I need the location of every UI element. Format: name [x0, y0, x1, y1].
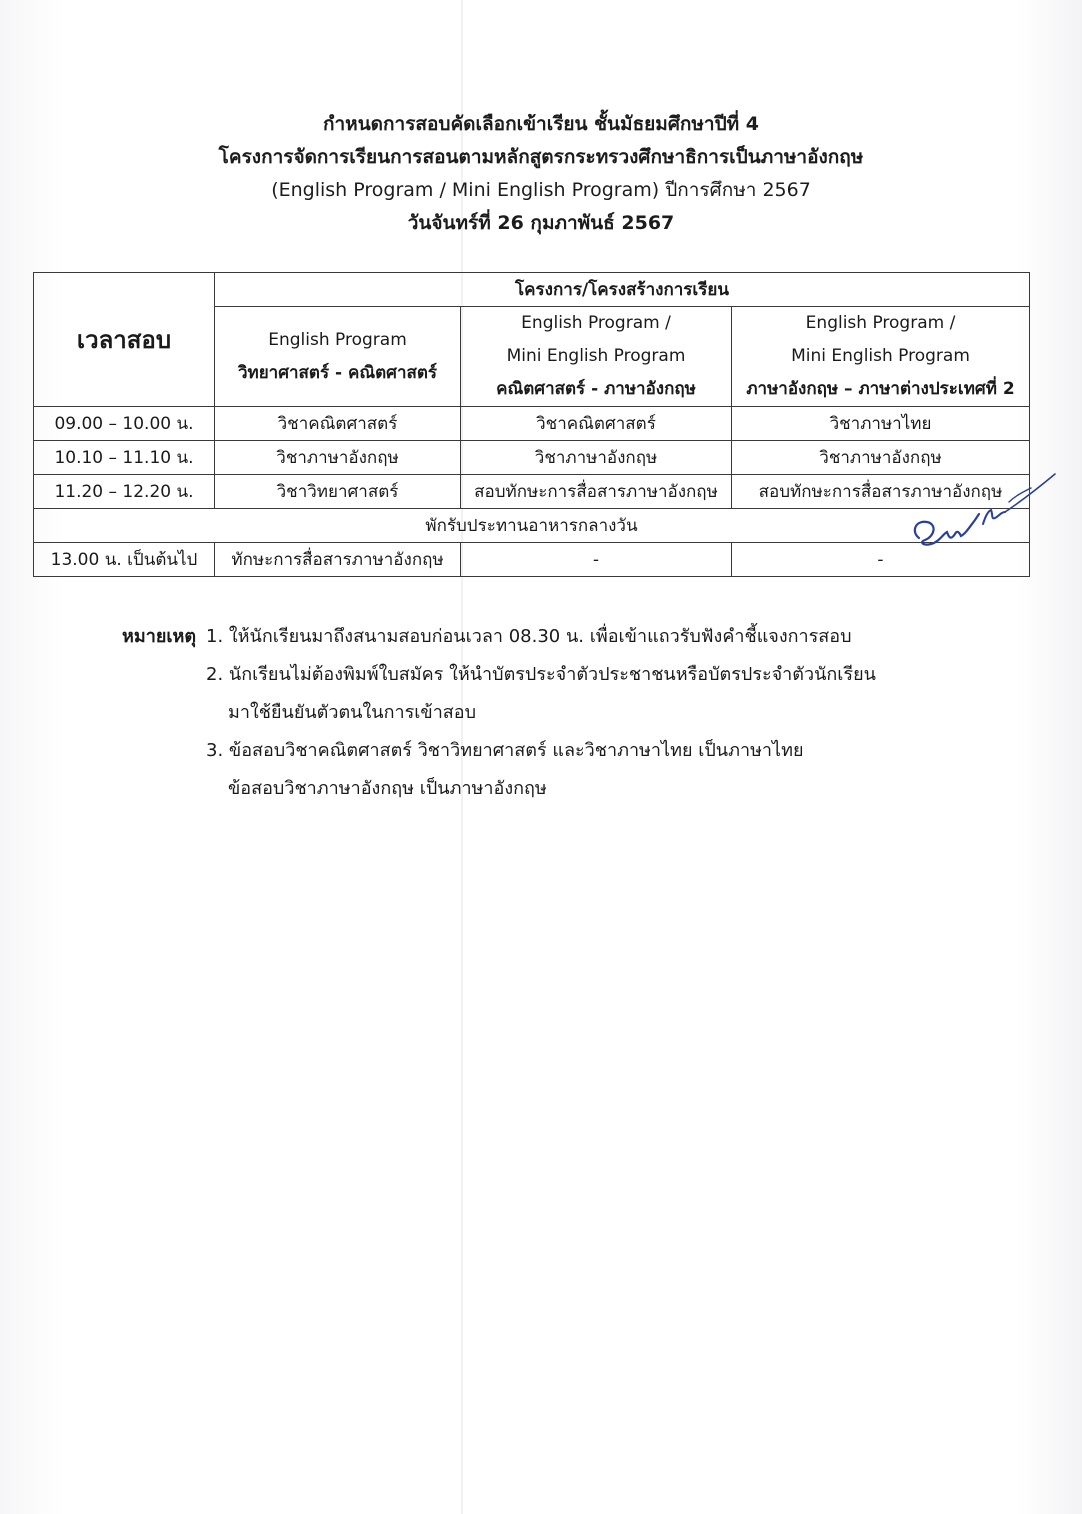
notes-section [122, 618, 942, 808]
row-cell: วิชาคณิตศาสตร์ [215, 407, 461, 441]
lunch-break-label: พักรับประทานอาหารกลางวัน [34, 509, 1030, 543]
table-row [34, 543, 1030, 577]
column-header-2-line3: คณิตศาสตร์ - ภาษาอังกฤษ [496, 379, 696, 399]
note-text: 1. ให้นักเรียนมาถึงสนามสอบก่อนเวลา 08.30 น. เพื่อเข้าแถวรับฟังคำชี้แจงการสอบ [206, 626, 852, 647]
row-time: 10.10 – 11.10 น. [34, 441, 215, 475]
note-continuation: ข้อสอบวิชาภาษาอังกฤษ เป็นภาษาอังกฤษ [228, 778, 547, 799]
column-header-2-line1: English Program / [521, 313, 671, 333]
exam-schedule-table [33, 272, 1030, 577]
column-header-3 [732, 307, 1030, 407]
row-cell: ทักษะการสื่อสารภาษาอังกฤษ [215, 543, 461, 577]
table-row [34, 475, 1030, 509]
note-continuation: มาใช้ยืนยันตัวตนในการเข้าสอบ [228, 702, 477, 723]
title-line-2: โครงการจัดการเรียนการสอนตามหลักสูตรกระทรวงศึกษาธิการเป็นภาษาอังกฤษ [218, 146, 864, 168]
handwritten-signature [905, 462, 1065, 562]
column-header-2-line2: Mini English Program [506, 346, 686, 366]
row-cell: วิชาคณิตศาสตร์ [461, 407, 732, 441]
document-title [0, 108, 1082, 240]
lunch-break-row [34, 509, 1030, 543]
row-cell: สอบทักษะการสื่อสารภาษาอังกฤษ [461, 475, 732, 509]
note-item: 3. ข้อสอบวิชาคณิตศาสตร์ วิชาวิทยาศาสตร์ และวิชาภาษาไทย เป็นภาษาไทย [206, 740, 804, 761]
table-row [34, 441, 1030, 475]
row-cell: - [461, 543, 732, 577]
row-cell: วิชาภาษาไทย [732, 407, 1030, 441]
time-column-header: เวลาสอบ [34, 273, 215, 407]
title-line-3: (English Program / Mini English Program) ปีการศึกษา 2567 [271, 179, 811, 201]
note-item [122, 618, 942, 656]
row-cell: วิชาวิทยาศาสตร์ [215, 475, 461, 509]
title-line-4: วันจันทร์ที่ 26 กุมภาพันธ์ 2567 [407, 212, 675, 234]
row-cell: วิชาภาษาอังกฤษ [215, 441, 461, 475]
row-cell: วิชาภาษาอังกฤษ [732, 441, 1030, 475]
notes-label: หมายเหตุ [122, 626, 197, 647]
column-header-2 [461, 307, 732, 407]
row-time: 11.20 – 12.20 น. [34, 475, 215, 509]
table-row [34, 407, 1030, 441]
column-header-1 [215, 307, 461, 407]
note-item: 2. นักเรียนไม่ต้องพิมพ์ใบสมัคร ให้นำบัตรประจำตัวประชาชนหรือบัตรประจำตัวนักเรียน [206, 664, 876, 685]
column-header-3-line1: English Program / [805, 313, 956, 333]
row-cell: วิชาภาษาอังกฤษ [461, 441, 732, 475]
row-cell: - [732, 543, 1030, 577]
row-time: 13.00 น. เป็นต้นไป [34, 543, 215, 577]
column-header-1-line2: วิทยาศาสตร์ - คณิตศาสตร์ [237, 362, 438, 383]
column-header-3-line2: Mini English Program [791, 346, 970, 366]
row-cell: สอบทักษะการสื่อสารภาษาอังกฤษ [732, 475, 1030, 509]
program-group-header: โครงการ/โครงสร้างการเรียน [215, 273, 1030, 307]
column-header-3-line3: ภาษาอังกฤษ – ภาษาต่างประเทศที่ 2 [746, 379, 1015, 399]
title-line-1: กำหนดการสอบคัดเลือกเข้าเรียน ชั้นมัธยมศึกษาปีที่ 4 [323, 113, 759, 135]
row-time: 09.00 – 10.00 น. [34, 407, 215, 441]
column-header-1-line1: English Program [268, 329, 407, 350]
